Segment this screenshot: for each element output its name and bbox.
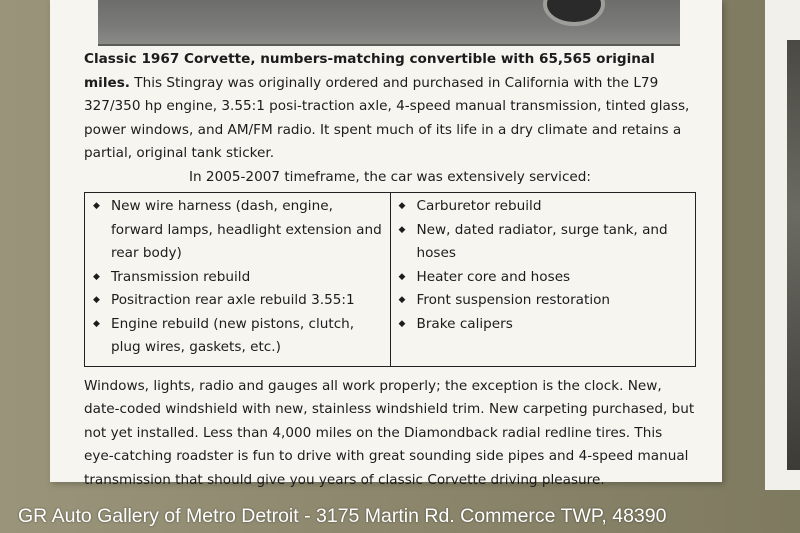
service-item-text: New wire harness (dash, engine, forward lamps, headlight extension and rear body) [111, 198, 382, 261]
service-column-left [85, 193, 391, 367]
service-item [93, 195, 384, 266]
service-item-text: Brake calipers [416, 315, 513, 332]
service-item-text: New, dated radiator, surge tank, and hoses [416, 221, 668, 261]
dealer-watermark: GR Auto Gallery of Metro Detroit - 3175 Martin Rd. Commerce TWP, 48390 [18, 505, 667, 527]
service-item [399, 219, 690, 266]
bullet-icon: ◆ [93, 295, 100, 305]
service-item [399, 195, 690, 219]
service-item-text: Transmission rebuild [111, 268, 251, 285]
intro-text: This Stingray was originally ordered and purchased in California with the L79 327/350 hp engine, 3.55:1 posi-traction axle, 4-speed manual transmission, tinted glass, power windows, and AM/FM radio. It spent much of its life in a dry climate and retains a partial, original tank sticker. [84, 74, 690, 161]
car-photo-strip [98, 0, 680, 46]
service-item [93, 289, 384, 313]
service-item [399, 289, 690, 313]
outro-paragraph: Windows, lights, radio and gauges all work properly; the exception is the clock. New, date-coded windshield with new, stainless windshield trim. New carpeting purchased, but not yet installed. Less than 4,000 miles on the Diamondback radial redline tires. This eye-catching roadster is fun to drive with great sounding side pipes and 4-speed manual transmission that should give you years of classic Corvette driving pleasure. [84, 377, 695, 488]
service-item-text: Carburetor rebuild [416, 198, 542, 214]
adjacent-photo [787, 40, 800, 470]
service-list-left [93, 195, 384, 360]
intro-paragraph [84, 48, 696, 166]
service-column-right [390, 193, 696, 367]
service-table [84, 192, 696, 367]
service-item [93, 313, 384, 360]
tire-image [543, 0, 605, 26]
service-item-text: Heater core and hoses [416, 268, 571, 285]
bullet-icon: ◆ [398, 271, 406, 282]
intro-headline: Classic 1967 Corvette, numbers-matching convertible with 65,565 original miles. [84, 51, 655, 91]
service-item-text: Front suspension restoration [416, 292, 611, 308]
service-heading: In 2005-2007 timeframe, the car was extensively serviced: [188, 168, 591, 185]
service-item [399, 313, 690, 337]
bullet-icon: ◆ [398, 224, 406, 235]
bullet-icon: ◆ [398, 295, 406, 305]
service-item [399, 266, 690, 290]
service-item [93, 266, 384, 290]
bullet-icon: ◆ [93, 201, 100, 211]
bullet-icon: ◆ [93, 318, 100, 329]
sheet-content [84, 48, 696, 492]
adjacent-photo-sheet [765, 0, 800, 490]
bullet-icon: ◆ [398, 201, 406, 211]
service-list-right [399, 195, 690, 336]
bullet-icon: ◆ [93, 271, 100, 282]
service-item-text: Positraction rear axle rebuild 3.55:1 [111, 292, 355, 308]
service-item-text: Engine rebuild (new pistons, clutch, plug wires, gaskets, etc.) [111, 315, 355, 355]
bullet-icon: ◆ [398, 318, 406, 329]
